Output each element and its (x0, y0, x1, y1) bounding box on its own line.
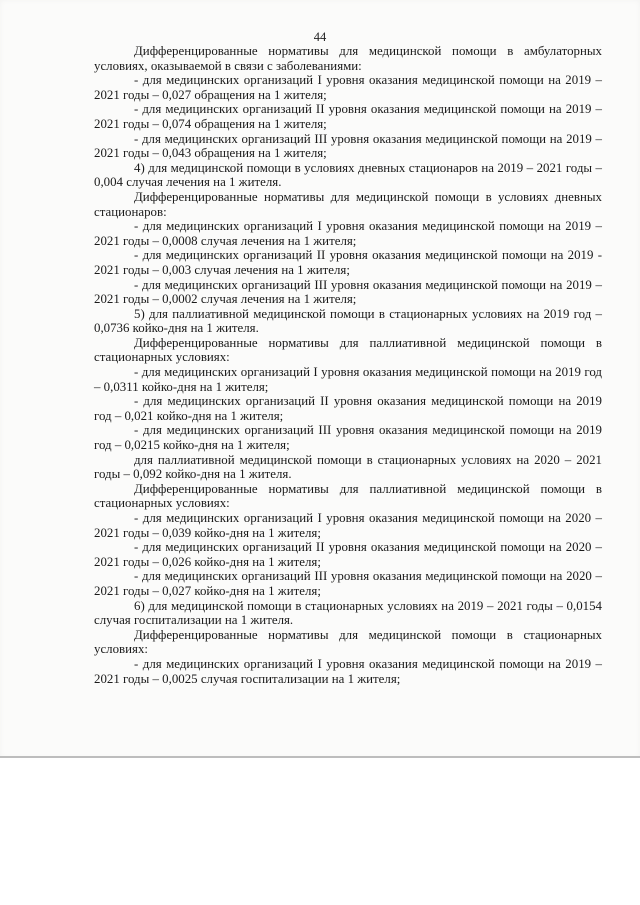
document-body (94, 44, 602, 686)
paragraph: Дифференцированные нормативы для паллиативной медицинской помощи в стационарных условиях: (94, 481, 602, 511)
paragraph: 4) для медицинской помощи в условиях дневных стационаров на 2019 – 2021 годы – 0,004 случая лечения на 1 жителя. (94, 160, 602, 190)
paragraph: - для медицинских организаций I уровня оказания медицинской помощи на 2020 – 2021 годы – 0,039 койко-дня на 1 жителя; (94, 511, 602, 540)
paragraph: Дифференцированные нормативы для медицинской помощи в условиях дневных стационаров: (94, 189, 602, 219)
paragraph: 5) для паллиативной медицинской помощи в стационарных условиях на 2019 год – 0,0736 койко-дня на 1 жителя. (94, 306, 602, 336)
paragraph: - для медицинских организаций II уровня оказания медицинской помощи на 2020 – 2021 годы – 0,026 койко-дня на 1 жителя; (94, 540, 602, 569)
paragraph: - для медицинских организаций II уровня оказания медицинской помощи на 2019 – 2021 годы – 0,074 обращения на 1 жителя; (94, 102, 602, 131)
paragraph: для паллиативной медицинской помощи в стационарных условиях на 2020 – 2021 годы – 0,092 койко-дня на 1 жителя. (94, 452, 602, 482)
paragraph: 6) для медицинской помощи в стационарных условиях на 2019 – 2021 годы – 0,0154 случая госпитализации на 1 жителя. (94, 598, 602, 628)
paragraph: - для медицинских организаций I уровня оказания медицинской помощи на 2019 – 2021 годы – 0,027 обращения на 1 жителя; (94, 73, 602, 102)
paragraph: Дифференцированные нормативы для медицинской помощи в амбулаторных условиях, оказываемой в связи с заболеваниями: (94, 44, 602, 73)
paragraph: - для медицинских организаций III уровня оказания медицинской помощи на 2019 – 2021 годы – 0,043 обращения на 1 жителя; (94, 131, 602, 161)
paragraph: - для медицинских организаций I уровня оказания медицинской помощи на 2019 – 2021 годы – 0,0008 случая лечения на 1 жителя; (94, 219, 602, 248)
paragraph: - для медицинских организаций II уровня оказания медицинской помощи на 2019 год – 0,021 койко-дня на 1 жителя; (94, 394, 602, 423)
paragraph: - для медицинских организаций I уровня оказания медицинской помощи на 2019 – 2021 годы – 0,0025 случая госпитализации на 1 жителя; (94, 656, 602, 686)
paragraph: - для медицинских организаций III уровня оказания медицинской помощи на 2019 год – 0,0215 койко-дня на 1 жителя; (94, 423, 602, 453)
paragraph: Дифференцированные нормативы для паллиативной медицинской помощи в стационарных условиях: (94, 335, 602, 365)
page-number: 44 (313, 30, 327, 44)
scan-edge-divider (0, 756, 640, 758)
paragraph: - для медицинских организаций III уровня оказания медицинской помощи на 2019 – 2021 годы – 0,0002 случая лечения на 1 жителя; (94, 277, 602, 307)
paragraph: Дифференцированные нормативы для медицинской помощи в стационарных условиях: (94, 627, 602, 657)
paragraph: - для медицинских организаций II уровня оказания медицинской помощи на 2019 - 2021 годы – 0,003 случая лечения на 1 жителя; (94, 248, 602, 277)
paragraph: - для медицинских организаций III уровня оказания медицинской помощи на 2020 – 2021 годы – 0,027 койко-дня на 1 жителя; (94, 569, 602, 598)
paragraph: - для медицинских организаций I уровня оказания медицинской помощи на 2019 год – 0,0311 койко-дня на 1 жителя; (94, 365, 602, 394)
